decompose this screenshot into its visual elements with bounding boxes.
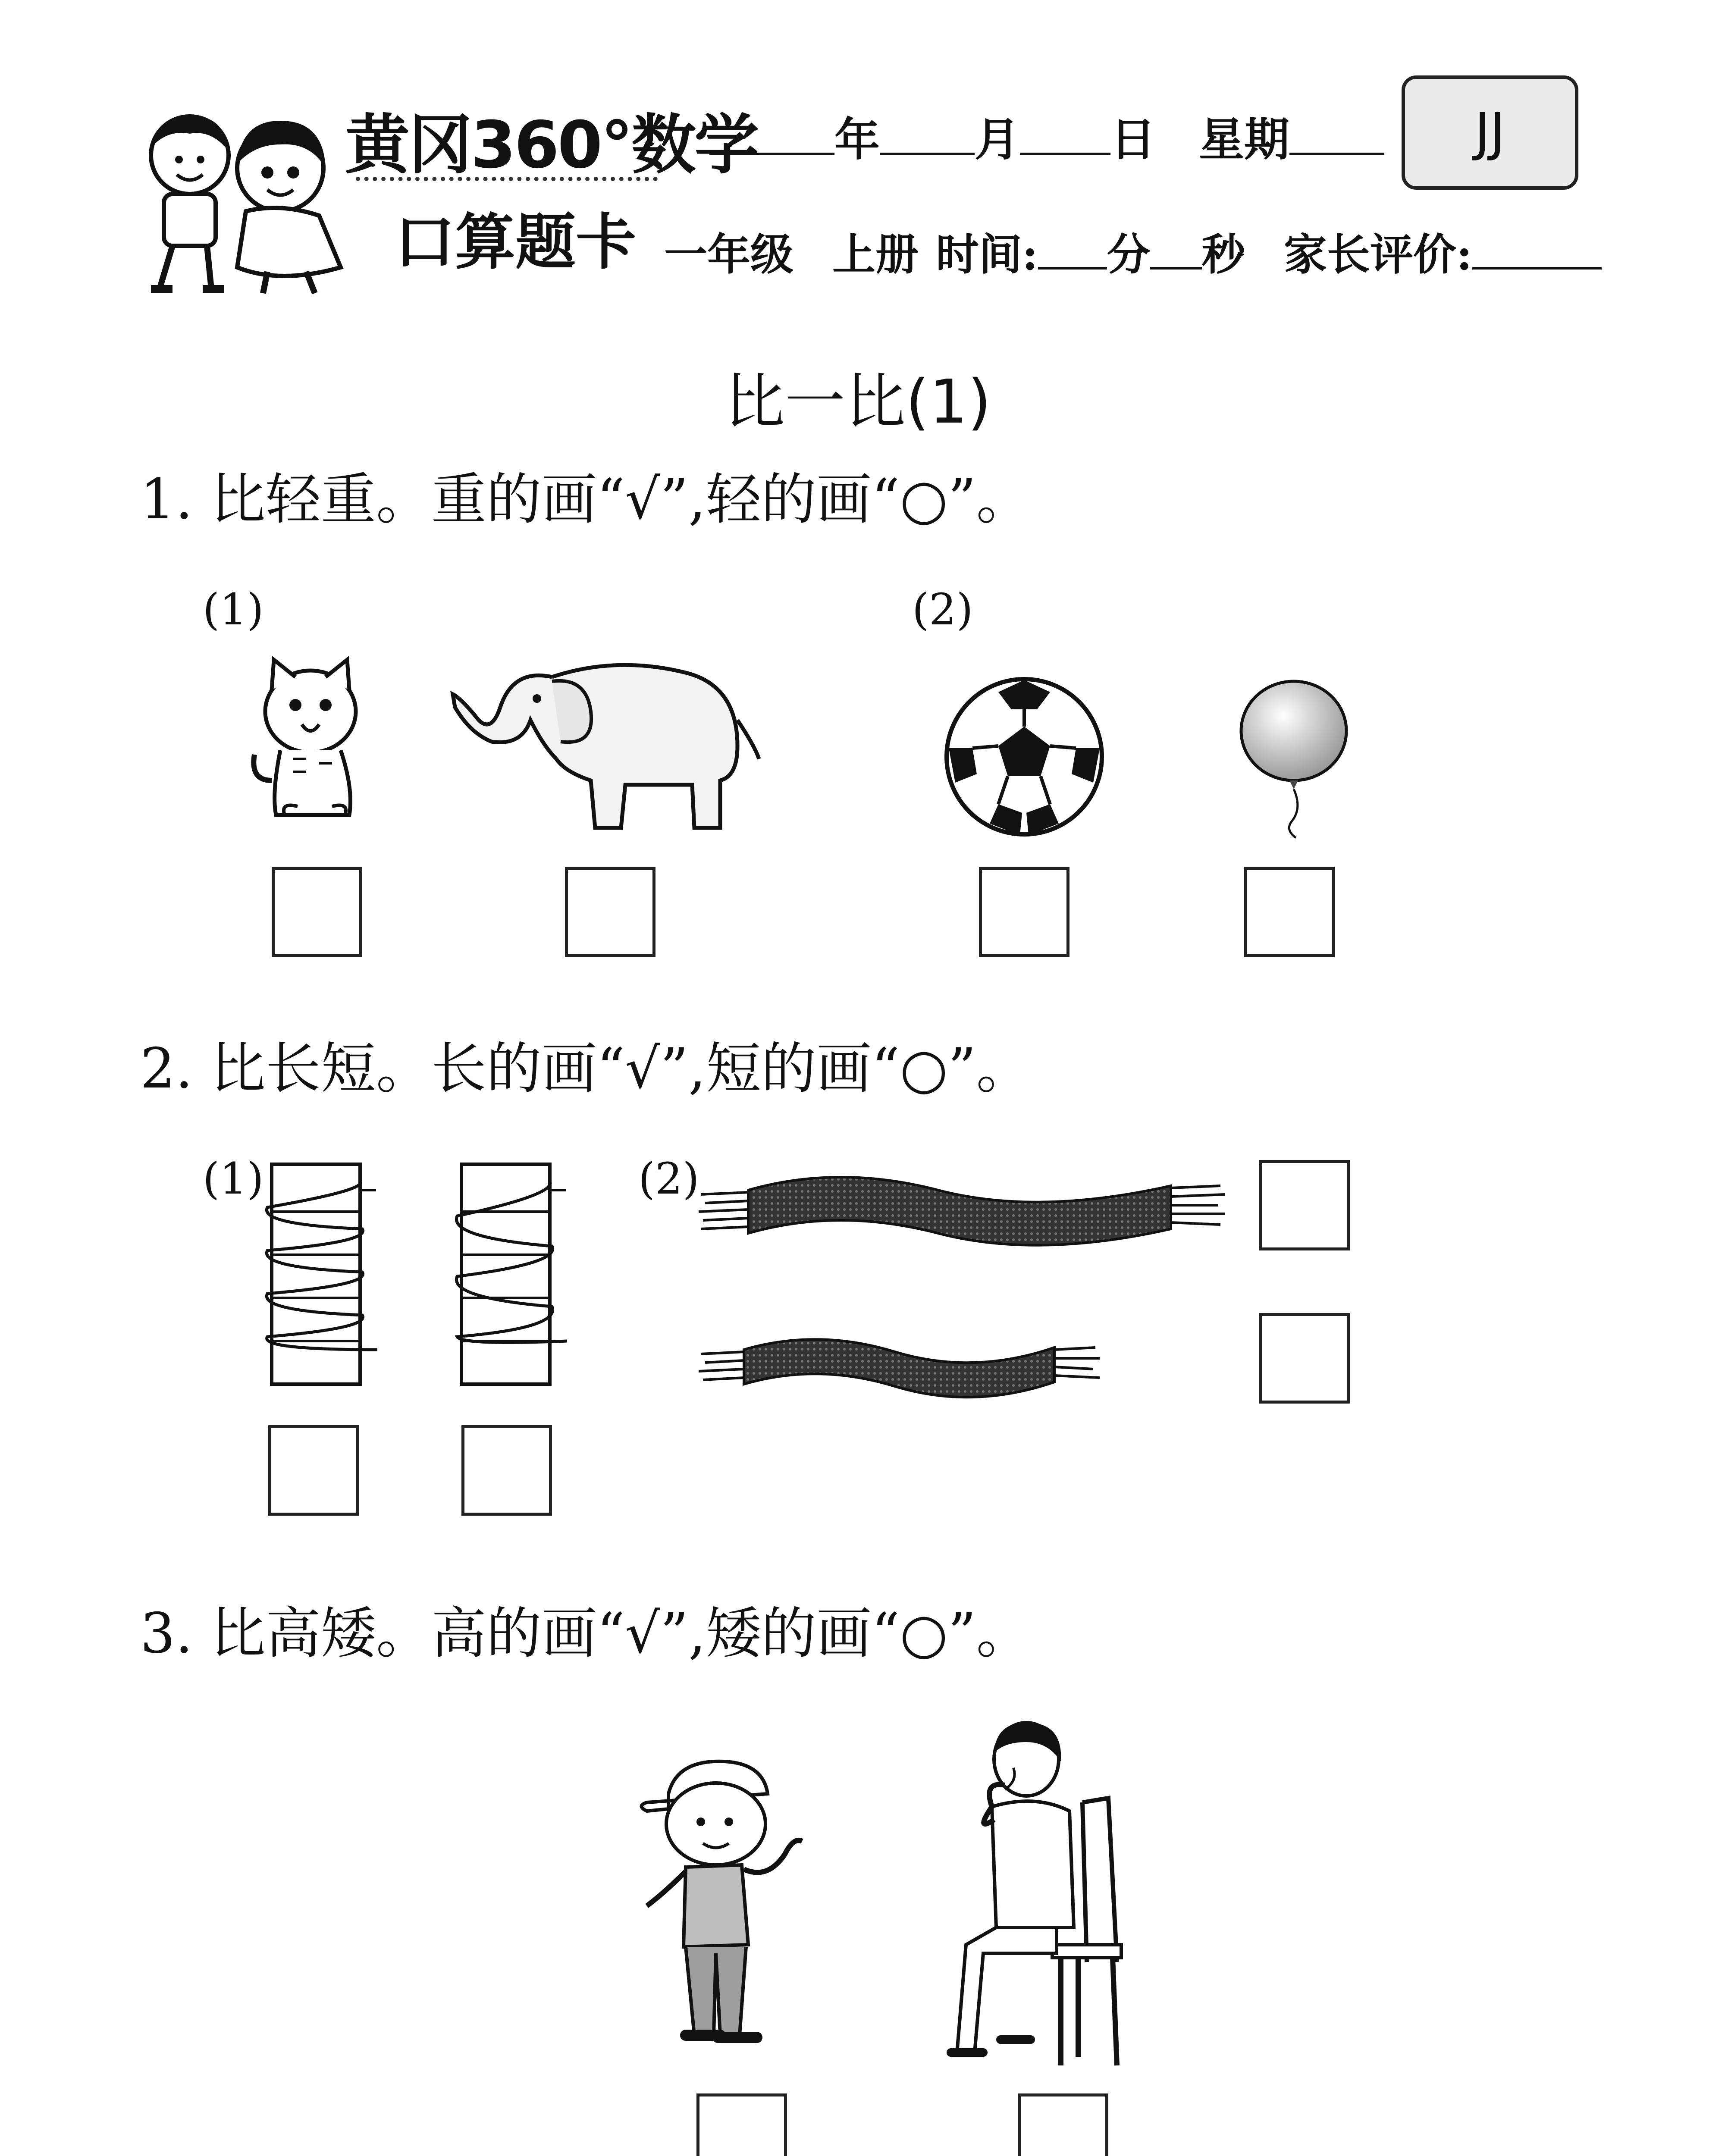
weekday-label: 星期 — [1199, 113, 1290, 166]
second-label: 秒 — [1201, 229, 1245, 280]
brand-subtitle: 口算题卡 — [395, 207, 637, 278]
q3-answer-box-1[interactable] — [696, 2093, 787, 2156]
month-label: 月 — [975, 113, 1020, 166]
short-scarf-icon — [696, 1328, 1102, 1401]
month-blank[interactable] — [880, 118, 975, 155]
balloon-icon — [1238, 679, 1350, 839]
info-line — [664, 220, 1602, 282]
q2p1-answer-box-2[interactable] — [461, 1425, 552, 1516]
q3-answer-box-2[interactable] — [1018, 2093, 1108, 2156]
time-label: 时间: — [936, 229, 1038, 280]
weekday-blank[interactable] — [1289, 118, 1384, 155]
question-3-text: 3. 比高矮。高的画“√”,矮的画“○”。 — [140, 1601, 1032, 1666]
minute-blank[interactable] — [1038, 232, 1107, 270]
q2p1-answer-box-1[interactable] — [268, 1425, 359, 1516]
brand-divider — [356, 177, 658, 181]
grade-label: 一年级 — [664, 229, 794, 280]
q2p2-answer-box-2[interactable] — [1259, 1313, 1350, 1404]
kids-mascot-icon — [125, 103, 367, 302]
parent-eval-label: 家长评价: — [1283, 229, 1472, 280]
page-title: 比一比(1) — [724, 367, 991, 437]
wrapped-rope-icon-2 — [453, 1160, 574, 1393]
volume-label: 上册 — [832, 229, 919, 280]
long-scarf-icon — [696, 1164, 1227, 1250]
day-label: 日 — [1110, 113, 1156, 166]
q1-answer-box-2[interactable] — [565, 867, 656, 957]
day-blank[interactable] — [1020, 118, 1110, 155]
year-label: 年 — [834, 113, 880, 166]
second-blank[interactable] — [1150, 232, 1202, 270]
q2-part1-label: (1) — [203, 1153, 264, 1204]
q1-answer-box-3[interactable] — [979, 867, 1070, 957]
soccer-ball-icon — [942, 675, 1106, 839]
q1-part1-label: (1) — [203, 584, 264, 635]
standing-boy-icon — [638, 1755, 824, 2070]
parent-eval-blank[interactable] — [1472, 232, 1602, 270]
question-2-text: 2. 比长短。长的画“√”,短的画“○”。 — [140, 1037, 1032, 1101]
elephant-icon — [444, 647, 763, 832]
q2-part2-label: (2) — [638, 1153, 699, 1204]
brand-title: 黄冈360°数学 — [345, 108, 758, 183]
version-badge-label: JJ — [1474, 103, 1505, 163]
q1-answer-box-1[interactable] — [272, 867, 362, 957]
wrapped-rope-icon-1 — [263, 1160, 384, 1393]
q1-answer-box-4[interactable] — [1244, 867, 1335, 957]
q2p2-answer-box-1[interactable] — [1259, 1160, 1350, 1250]
minute-label: 分 — [1107, 229, 1150, 280]
year-blank[interactable] — [709, 118, 834, 155]
seated-man-icon — [949, 1720, 1156, 2074]
cat-icon — [246, 651, 380, 828]
q1-part2-label: (2) — [912, 584, 973, 635]
version-badge — [1402, 75, 1578, 190]
question-1-text: 1. 比轻重。重的画“√”,轻的画“○”。 — [140, 467, 1032, 532]
date-line — [709, 103, 1384, 169]
